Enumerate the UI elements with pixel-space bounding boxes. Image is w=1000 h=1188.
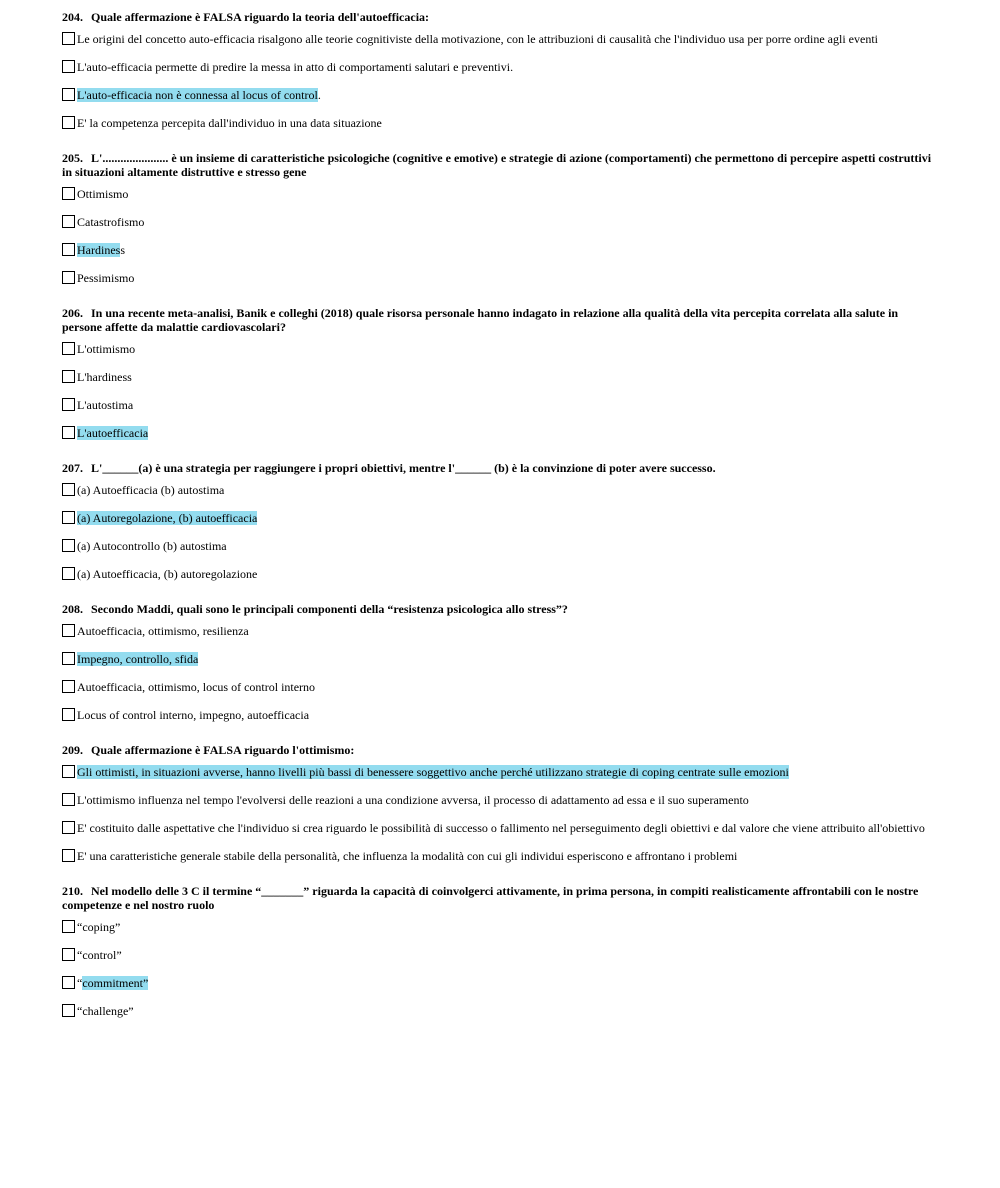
answer-text: (a) Autoefficacia, (b) autoregolazione bbox=[77, 567, 258, 581]
answer-text: L'autostima bbox=[77, 398, 134, 412]
question-number: 204. bbox=[62, 10, 83, 24]
answer-checkbox[interactable] bbox=[62, 708, 75, 721]
answer-checkbox[interactable] bbox=[62, 483, 75, 496]
question-text: L'...................... è un insieme di caratteristiche psicologiche (cognitive e emotive) e strategie di azione (comportamenti) che permettono di percepire aspetti costruttivi in situazioni altamente distruttive e stresso gene bbox=[62, 151, 932, 179]
question-text: Quale affermazione è FALSA riguardo la teoria dell'autoefficacia: bbox=[91, 10, 430, 24]
answer-text bbox=[77, 652, 198, 667]
question-title bbox=[62, 743, 938, 757]
answer-checkbox[interactable] bbox=[62, 187, 75, 200]
answer-checkbox[interactable] bbox=[62, 976, 75, 989]
question-number: 209. bbox=[62, 743, 83, 757]
question-text: Secondo Maddi, quali sono le principali componenti della “resistenza psicologica allo stress”? bbox=[91, 602, 568, 616]
answer-text: L'auto-efficacia permette di predire la messa in atto di comportamenti salutari e preventivi. bbox=[77, 60, 514, 74]
answer-text: E' costituito dalle aspettative che l'individuo si crea riguardo le possibilità di successo o fallimento nel perseguimento degli obiettivi e dal valore che viene attribuito all'obiettivo bbox=[77, 821, 925, 835]
answer-option[interactable] bbox=[62, 187, 938, 202]
question-title bbox=[62, 151, 938, 179]
question-title bbox=[62, 461, 938, 475]
answer-checkbox[interactable] bbox=[62, 271, 75, 284]
answer-highlight: Gli ottimisti, in situazioni avverse, hanno livelli più bassi di benessere soggettivo anche perché utilizzano strategie di coping centrate sulle emozioni bbox=[77, 765, 789, 779]
answer-checkbox[interactable] bbox=[62, 398, 75, 411]
answer-text: “control” bbox=[77, 948, 122, 962]
answer-checkbox[interactable] bbox=[62, 60, 75, 73]
answer-text: “challenge” bbox=[77, 1004, 134, 1018]
answer-option[interactable] bbox=[62, 976, 938, 991]
question-text: In una recente meta-analisi, Banik e colleghi (2018) quale risorsa personale hanno indagato in relazione alla qualità della vita percepita correlata alla salute in persone affette da malattie cardiovascolari? bbox=[62, 306, 899, 334]
answer-checkbox[interactable] bbox=[62, 652, 75, 665]
answer-highlight: L'auto-efficacia non è connessa al locus of control bbox=[77, 88, 318, 102]
answer-checkbox[interactable] bbox=[62, 1004, 75, 1017]
answer-checkbox[interactable] bbox=[62, 821, 75, 834]
answer-option[interactable] bbox=[62, 116, 938, 131]
answer-text: Hardiness bbox=[77, 243, 125, 257]
question-number: 205. bbox=[62, 151, 83, 165]
answer-option[interactable] bbox=[62, 849, 938, 864]
answer-checkbox[interactable] bbox=[62, 88, 75, 101]
question-207 bbox=[62, 461, 938, 582]
answer-text: (a) Autocontrollo (b) autostima bbox=[77, 539, 227, 553]
answer-option[interactable] bbox=[62, 920, 938, 935]
answer-text: “coping” bbox=[77, 920, 121, 934]
question-text: L'______(a) è una strategia per raggiungere i propri obiettivi, mentre l'______ (b) è la convinzione di poter avere successo. bbox=[91, 461, 716, 475]
answer-checkbox[interactable] bbox=[62, 342, 75, 355]
question-number: 208. bbox=[62, 602, 83, 616]
answer-checkbox[interactable] bbox=[62, 793, 75, 806]
answer-text bbox=[77, 765, 789, 780]
answer-text: Locus of control interno, impegno, autoefficacia bbox=[77, 708, 310, 722]
answer-text: E' una caratteristiche generale stabile della personalità, che influenza la modalità con cui gli individui esperiscono e affrontano i problemi bbox=[77, 849, 738, 863]
question-number: 207. bbox=[62, 461, 83, 475]
answer-option[interactable] bbox=[62, 271, 938, 286]
question-204 bbox=[62, 10, 938, 131]
question-text: Nel modello delle 3 C il termine “_______” riguarda la capacità di coinvolgerci attivamente, in prima persona, in compiti realisticamente affrontabili con le nostre competenze e nel nostro ruolo bbox=[62, 884, 919, 912]
answer-highlight: Hardines bbox=[77, 243, 121, 257]
answer-option[interactable] bbox=[62, 342, 938, 357]
answer-checkbox[interactable] bbox=[62, 920, 75, 933]
question-title bbox=[62, 884, 938, 912]
answer-option[interactable] bbox=[62, 539, 938, 554]
answer-text bbox=[77, 426, 148, 441]
question-number: 206. bbox=[62, 306, 83, 320]
question-text: Quale affermazione è FALSA riguardo l'ottimismo: bbox=[91, 743, 355, 757]
answer-option[interactable] bbox=[62, 765, 938, 780]
answer-option[interactable] bbox=[62, 215, 938, 230]
question-208 bbox=[62, 602, 938, 723]
answer-option[interactable] bbox=[62, 243, 938, 258]
answer-option[interactable] bbox=[62, 60, 938, 75]
answer-option[interactable] bbox=[62, 88, 938, 103]
answer-option[interactable] bbox=[62, 511, 938, 526]
question-title bbox=[62, 306, 938, 334]
answer-checkbox[interactable] bbox=[62, 511, 75, 524]
answer-text: L'hardiness bbox=[77, 370, 132, 384]
question-number: 210. bbox=[62, 884, 83, 898]
question-209 bbox=[62, 743, 938, 864]
answer-text: Le origini del concetto auto-efficacia risalgono alle teorie cognitiviste della motivazione, con le attribuzioni di causalità che l'individuo usa per porre ordine agli eventi bbox=[77, 32, 878, 46]
answer-checkbox[interactable] bbox=[62, 624, 75, 637]
answer-text: Pessimismo bbox=[77, 271, 135, 285]
answer-checkbox[interactable] bbox=[62, 116, 75, 129]
answer-text: E' la competenza percepita dall'individuo in una data situazione bbox=[77, 116, 382, 130]
answer-checkbox[interactable] bbox=[62, 215, 75, 228]
answer-text: (a) Autoefficacia (b) autostima bbox=[77, 483, 225, 497]
question-210 bbox=[62, 884, 938, 1019]
answer-highlight: (a) Autoregolazione, (b) autoefficacia bbox=[77, 511, 258, 525]
answer-checkbox[interactable] bbox=[62, 370, 75, 383]
answer-checkbox[interactable] bbox=[62, 680, 75, 693]
answer-option[interactable] bbox=[62, 1004, 938, 1019]
question-title bbox=[62, 10, 938, 24]
answer-option[interactable] bbox=[62, 652, 938, 667]
answer-text: L'ottimismo bbox=[77, 342, 136, 356]
answer-option[interactable] bbox=[62, 708, 938, 723]
answer-highlight: L'autoefficacia bbox=[77, 426, 149, 440]
answer-text: Catastrofismo bbox=[77, 215, 145, 229]
answer-option[interactable] bbox=[62, 426, 938, 441]
answer-checkbox[interactable] bbox=[62, 567, 75, 580]
answer-option[interactable] bbox=[62, 32, 938, 47]
answer-text: L'ottimismo influenza nel tempo l'evolversi delle reazioni a una condizione avversa, il processo di adattamento ad essa e il suo superamento bbox=[77, 793, 749, 807]
question-205 bbox=[62, 151, 938, 286]
answer-checkbox[interactable] bbox=[62, 948, 75, 961]
answer-option[interactable] bbox=[62, 948, 938, 963]
answer-text: Autoefficacia, ottimismo, resilienza bbox=[77, 624, 249, 638]
answer-text bbox=[77, 511, 257, 526]
answer-text: Autoefficacia, ottimismo, locus of control interno bbox=[77, 680, 316, 694]
answer-option[interactable] bbox=[62, 567, 938, 582]
answer-text: L'auto-efficacia non è connessa al locus of control. bbox=[77, 88, 321, 102]
answer-checkbox[interactable] bbox=[62, 243, 75, 256]
answer-checkbox[interactable] bbox=[62, 539, 75, 552]
question-206 bbox=[62, 306, 938, 441]
answer-option[interactable] bbox=[62, 793, 938, 808]
answer-checkbox[interactable] bbox=[62, 849, 75, 862]
answer-option[interactable] bbox=[62, 680, 938, 695]
answer-option[interactable] bbox=[62, 398, 938, 413]
answer-text: “commitment” bbox=[77, 976, 149, 990]
answer-option[interactable] bbox=[62, 821, 938, 836]
answer-option[interactable] bbox=[62, 624, 938, 639]
question-title bbox=[62, 602, 938, 616]
answer-highlight: commitment” bbox=[82, 976, 149, 990]
answer-option[interactable] bbox=[62, 483, 938, 498]
answer-text: Ottimismo bbox=[77, 187, 129, 201]
answer-checkbox[interactable] bbox=[62, 32, 75, 45]
answer-checkbox[interactable] bbox=[62, 765, 75, 778]
answer-option[interactable] bbox=[62, 370, 938, 385]
answer-highlight: Impegno, controllo, sfida bbox=[77, 652, 199, 666]
answer-checkbox[interactable] bbox=[62, 426, 75, 439]
